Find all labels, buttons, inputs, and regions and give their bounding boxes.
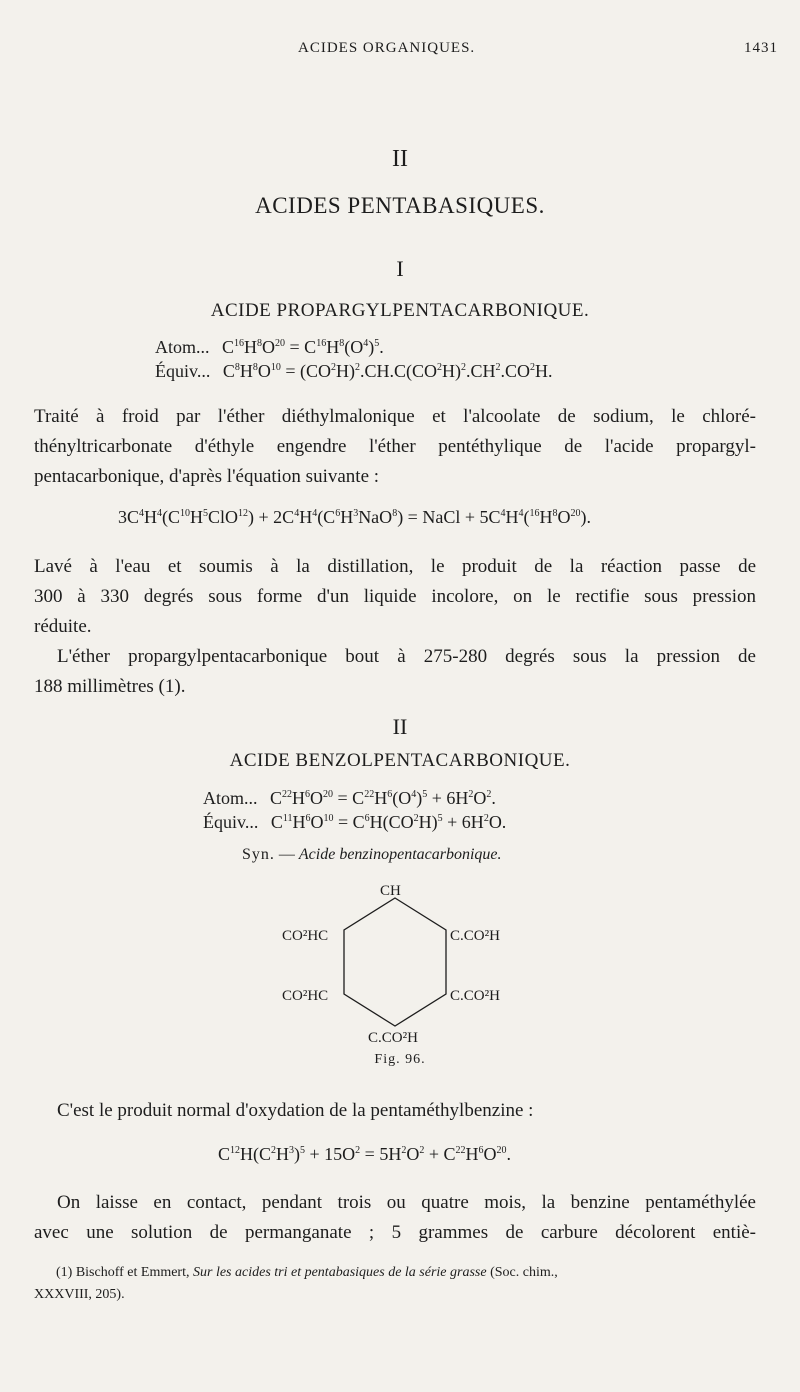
paragraph-3-line-1: L'éther propargylpentacarbonique bout à 275-280 degrés sous la pression de bbox=[57, 646, 756, 667]
synonym-line bbox=[242, 846, 502, 864]
equation-1: $3C^4H^4(C^{10}H^5ClO^{12}) + 2C^4H^4(C^6H^3NaO^8)$ = NaCl + $5C^4H^4(^{16}H^8O^{20})$. bbox=[118, 507, 591, 527]
paragraph-4: C'est le produit normal d'oxydation de la pentaméthylbenzine : bbox=[57, 1100, 534, 1121]
footnote-title: Sur les acides tri et pentabasiques de la série grasse bbox=[193, 1265, 487, 1280]
page-number: 1431 bbox=[744, 40, 778, 56]
synonym-label: Syn. bbox=[242, 846, 275, 863]
paragraph-3-line-2: 188 millimètres (1). bbox=[34, 676, 186, 697]
label-lower-left: CO²HC bbox=[282, 988, 329, 1004]
label-top: CH bbox=[380, 883, 401, 899]
section-title: ACIDES PENTABASIQUES. bbox=[255, 193, 545, 218]
paragraph-1-line-2: thényltricarbonate d'éthyle engendre l'éther pentéthylique de l'acide propargyl- bbox=[34, 436, 756, 457]
hexagon-ring bbox=[344, 898, 446, 1026]
structure-figure bbox=[270, 878, 520, 1048]
formula-equiv-2-label: Équiv... bbox=[203, 812, 259, 832]
label-upper-left: CO²HC bbox=[282, 928, 329, 944]
formula-atom-1: Atom... $C^{16}H^8O^{20} = C^{16}H^8(O^4)^5$. bbox=[155, 337, 384, 357]
equation-2: $C^{12}H(C^2H^3)^5 + 15O^2 = 5H^2O^2 + C^{22}H^6O^{20}$. bbox=[218, 1144, 511, 1164]
section-number: II bbox=[392, 146, 408, 172]
formula-equiv-1-label: Équiv... bbox=[155, 361, 211, 381]
formula-atom-2-label: Atom... bbox=[203, 788, 258, 808]
paragraph-2-line-2: 300 à 330 degrés sous forme d'un liquide incolore, on le rectifie sous pression bbox=[34, 586, 756, 607]
label-bottom: C.CO²H bbox=[368, 1030, 418, 1046]
paragraph-5-line-2: avec une solution de permanganate ; 5 grammes de carbure décolorent entiè- bbox=[34, 1222, 756, 1243]
paragraph-1-line-3: pentacarbonique, d'après l'équation suivante : bbox=[34, 466, 380, 487]
formula-equiv-1: Équiv... $C^8H^8O^{10} = (CO^2H)^2.CH.C(CO^2H)^2.CH^2.CO^2H$. bbox=[155, 361, 553, 381]
label-upper-right: C.CO²H bbox=[450, 928, 500, 944]
subsection-2-title: ACIDE BENZOLPENTACARBONIQUE. bbox=[229, 750, 571, 771]
benzene-ring-diagram bbox=[270, 878, 520, 1048]
formula-atom-2: Atom... $C^{22}H^6O^{20} = C^{22}H^6(O^4)^5 + 6H^2O^2$. bbox=[203, 788, 496, 808]
subsection-1-number: I bbox=[396, 256, 404, 281]
paragraph-2-line-1: Lavé à l'eau et soumis à la distillation, le produit de la réaction passe de bbox=[34, 556, 756, 577]
footnote-line-1 bbox=[56, 1262, 558, 1284]
paragraph-2-line-3: réduite. bbox=[34, 616, 92, 637]
footnote-journal: (Soc. chim., bbox=[490, 1265, 558, 1280]
footnote-line-2: XXXVIII, 205). bbox=[34, 1287, 125, 1302]
subsection-1-title: ACIDE PROPARGYLPENTACARBONIQUE. bbox=[210, 300, 590, 321]
paragraph-1-line-1: Traité à froid par l'éther diéthylmalonique et l'alcoolate de sodium, le chloré- bbox=[34, 406, 756, 427]
label-lower-right: C.CO²H bbox=[450, 988, 500, 1004]
synonym-name: Acide benzinopentacarbonique. bbox=[298, 846, 502, 863]
running-head-title: ACIDES ORGANIQUES. bbox=[298, 40, 476, 56]
footnote-prefix: (1) Bischoff et Emmert, bbox=[56, 1265, 190, 1280]
figure-caption: Fig. 96. bbox=[374, 1052, 426, 1067]
synonym-dash: — bbox=[278, 846, 295, 863]
subsection-2-number: II bbox=[392, 714, 408, 739]
formula-equiv-2: Équiv... $C^{11}H^6O^{10} = C^6H(CO^2H)^5 + 6H^2O$. bbox=[203, 812, 507, 832]
paragraph-5-line-1: On laisse en contact, pendant trois ou quatre mois, la benzine pentaméthylée bbox=[57, 1192, 756, 1213]
formula-atom-1-label: Atom... bbox=[155, 337, 210, 357]
